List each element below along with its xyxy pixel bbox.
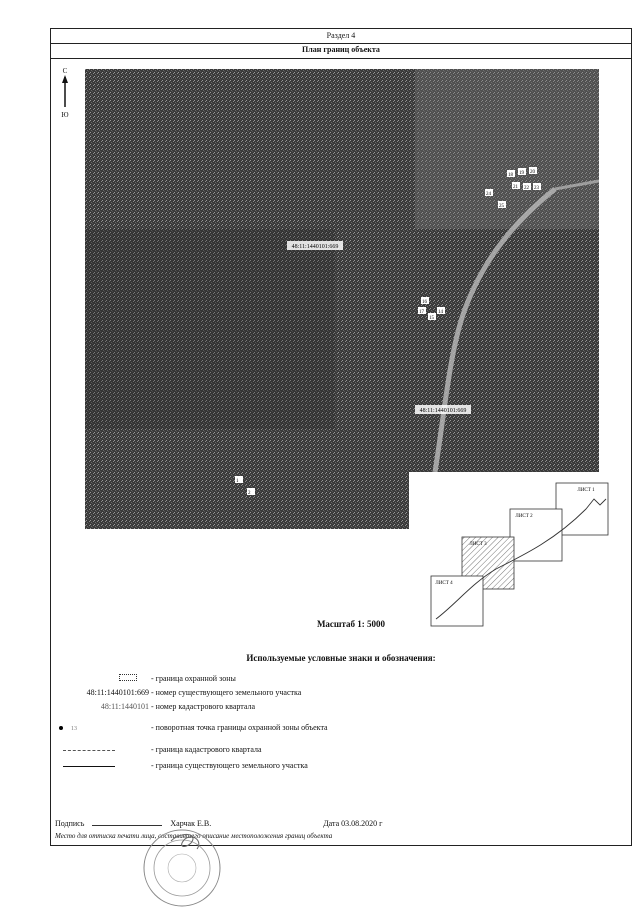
inset-label: ЛИСТ 3	[469, 542, 487, 547]
legend-item	[51, 723, 611, 737]
point-label: 22	[524, 186, 529, 191]
point-label: 24	[486, 192, 491, 197]
legend-text: - граница кадастрового квартала	[151, 745, 262, 754]
sheet-index-inset	[426, 479, 616, 629]
compass-north: С	[62, 67, 68, 75]
compass-arrow-icon	[57, 75, 73, 109]
point-label: 14	[438, 310, 443, 315]
seal-stamp-icon	[141, 827, 223, 909]
compass-south: Ю	[61, 111, 69, 119]
legend-title: Используемые условные знаки и обозначения:	[246, 653, 436, 663]
signature-label: Подпись	[55, 819, 85, 828]
point-label: 19	[519, 171, 524, 176]
legend-symbol-parcel-line	[63, 761, 161, 770]
point-label: 20	[530, 170, 535, 175]
legend-symbol: 48:11:1440101	[100, 702, 149, 711]
point-label: 25	[499, 204, 504, 209]
legend-item	[51, 688, 611, 702]
legend-text: - номер кадастрового квартала	[151, 702, 256, 711]
legend-symbol-zone	[51, 674, 149, 683]
legend-symbol-quarter-line	[63, 745, 161, 754]
signature-date: Дата 03.08.2020 г	[323, 819, 383, 828]
point-dot-icon	[59, 726, 63, 730]
inset-label: ЛИСТ 1	[577, 488, 595, 493]
parcel-label-road: 48:11:1440101:669	[419, 408, 467, 414]
plan-title: План границ объекта	[51, 43, 631, 59]
legend-item	[51, 702, 611, 716]
scale-label: Масштаб 1: 5000	[316, 619, 386, 629]
legend-item	[51, 761, 611, 775]
map-area	[85, 69, 599, 529]
inset-label: ЛИСТ 4	[435, 581, 453, 586]
legend-text: - поворотная точка границы охранной зоны объекта	[151, 723, 328, 732]
point-label: 17	[419, 310, 424, 315]
legend-item	[51, 674, 611, 688]
legend-symbol: 48:11:1440101:669	[86, 688, 149, 697]
section-header: Раздел 4	[51, 29, 631, 44]
legend-text: - граница существующего земельного участка	[151, 761, 308, 770]
legend-item	[51, 745, 611, 759]
inset-label: ЛИСТ 2	[515, 514, 533, 519]
point-label: 18	[508, 173, 513, 178]
document-frame	[50, 28, 632, 846]
legend-symbol-point: 13	[59, 723, 99, 732]
stamp-note: Место для оттиска печати лица, составившего описание местоположения границ объекта	[55, 832, 333, 840]
legend-text: - номер существующего земельного участка	[151, 688, 302, 697]
satellite-map	[85, 69, 599, 529]
point-label: 21	[513, 185, 518, 190]
signer-name: Харчак Е.В.	[170, 819, 212, 828]
point-label: 16	[422, 300, 427, 305]
compass	[57, 67, 73, 127]
parcel-label-main: 48:11:1440101:669	[291, 244, 339, 250]
point-label: 1	[236, 479, 239, 484]
point-label: 15	[429, 316, 434, 321]
legend-text: - граница охранной зоны	[151, 674, 236, 683]
point-label: 23	[534, 186, 539, 191]
point-label: 2	[248, 491, 251, 496]
